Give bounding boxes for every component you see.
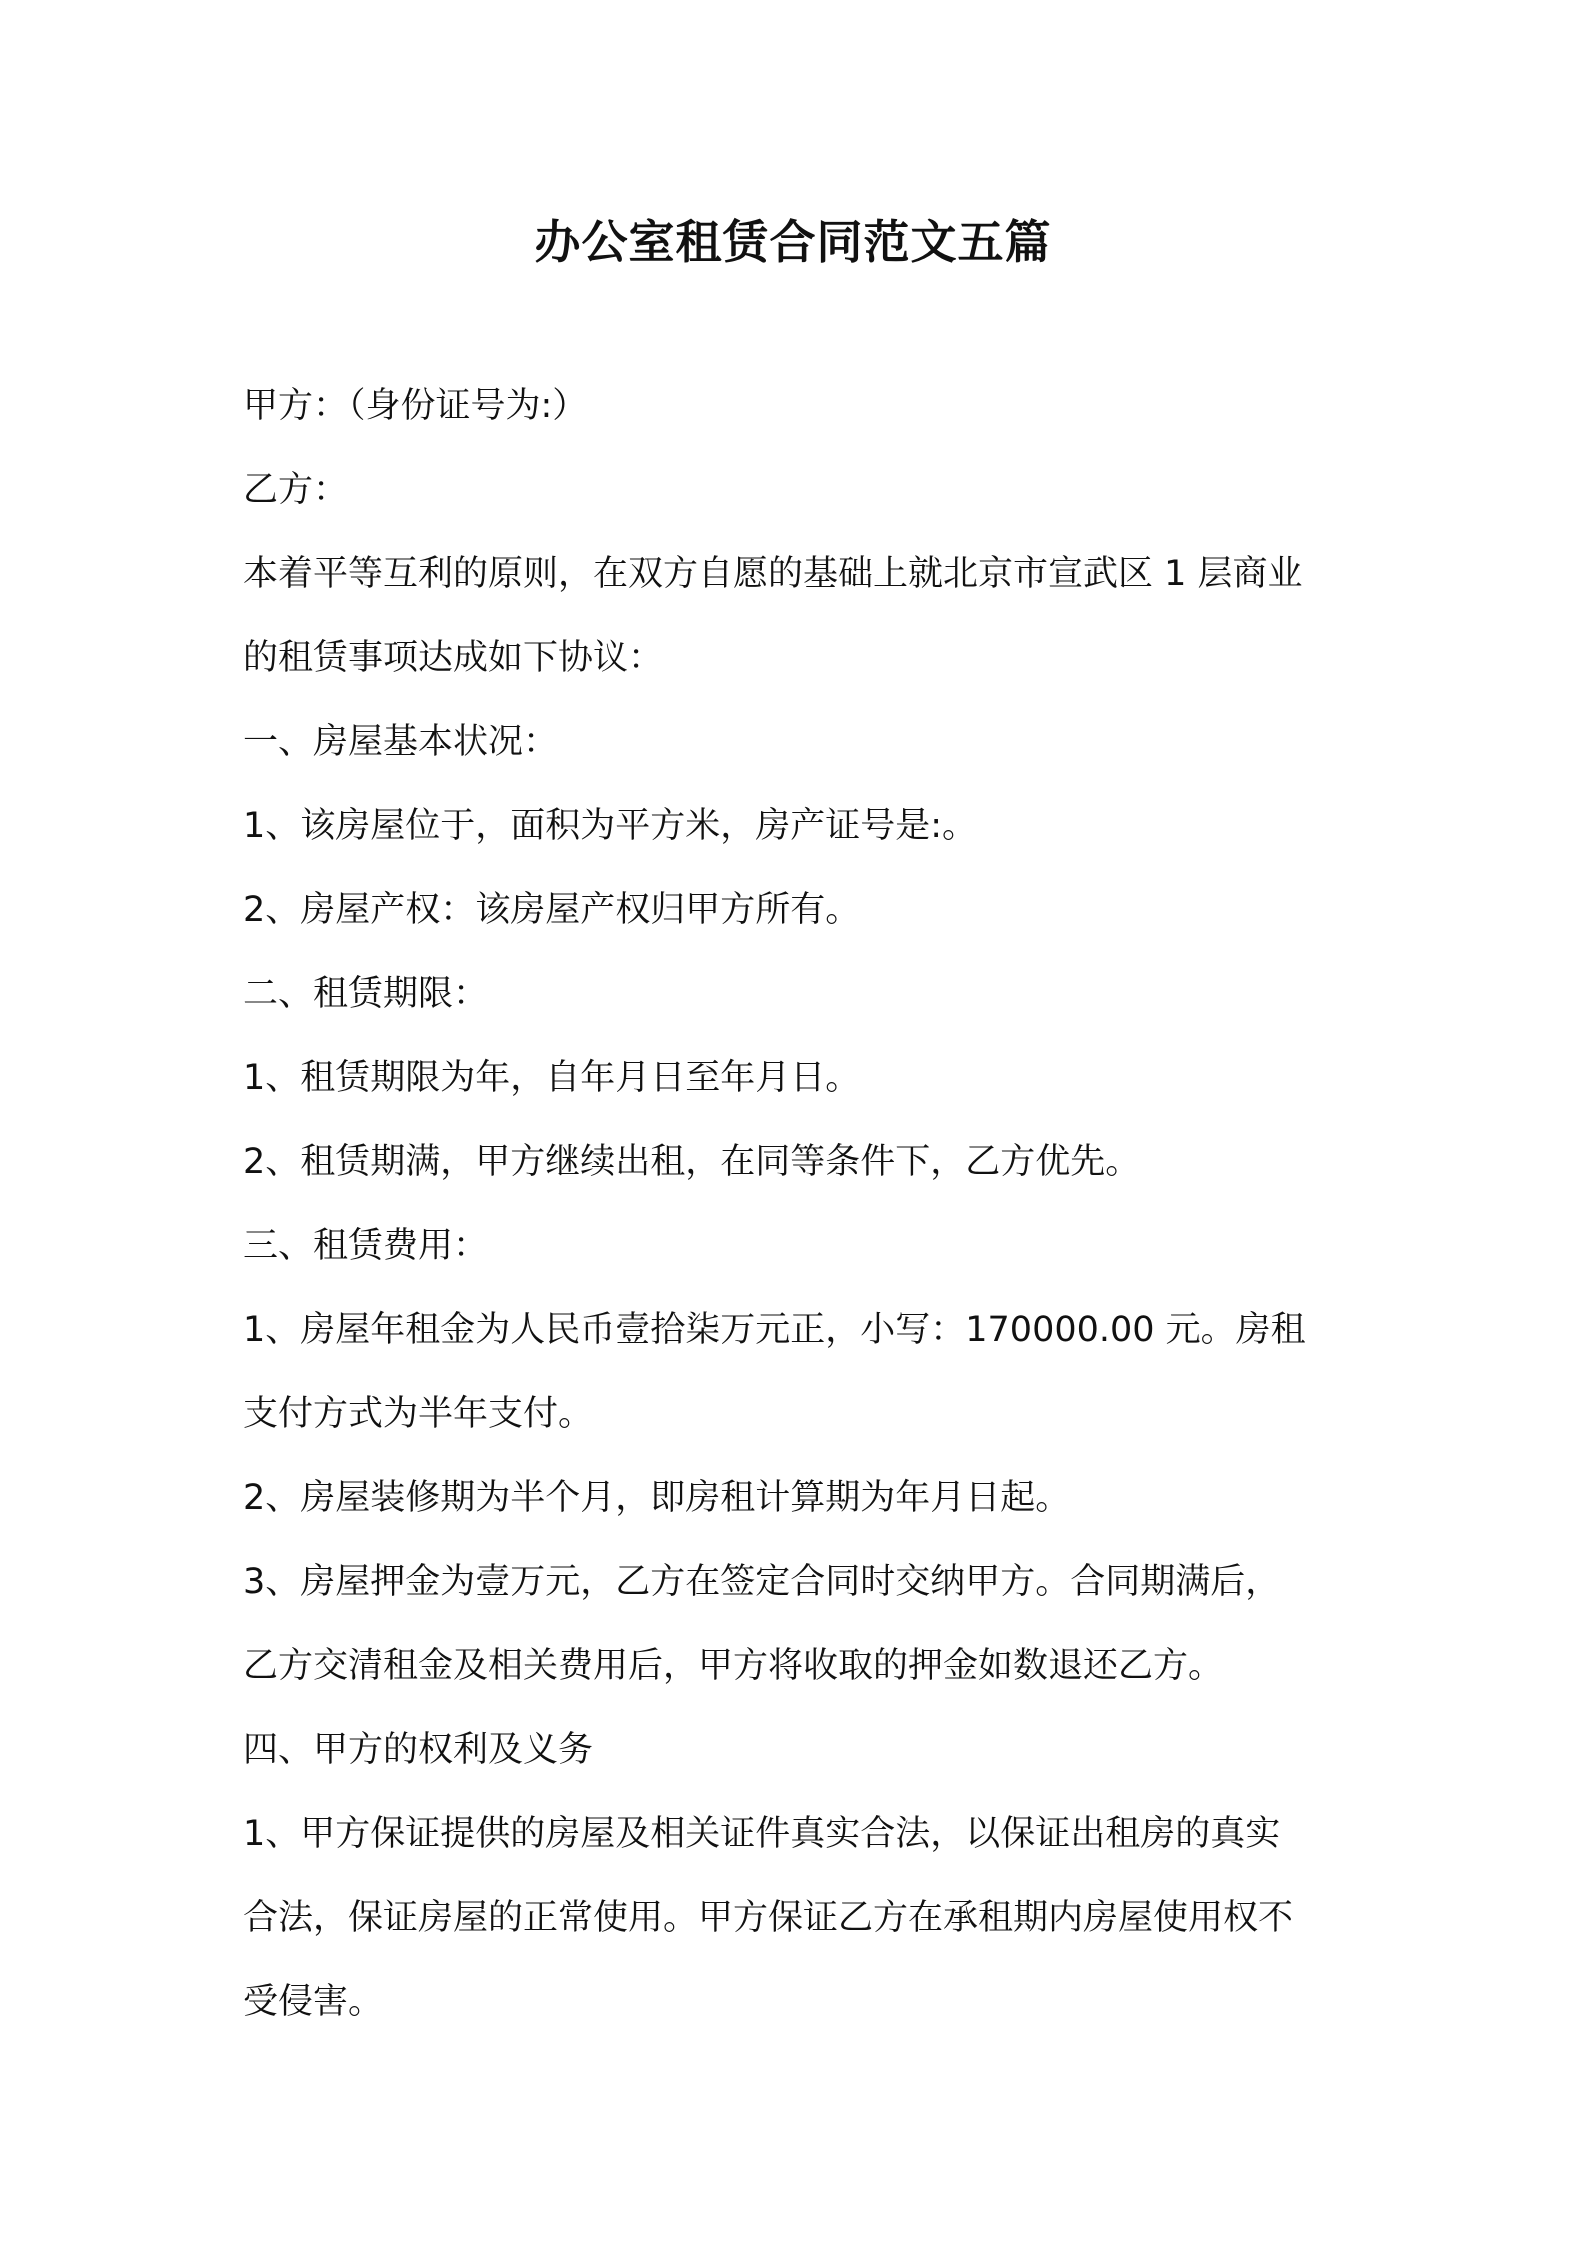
clause-line: 1、房屋年租金为人民币壹拾柒万元正，小写：170000.00 元。房租	[243, 1310, 1306, 1350]
section-heading: 三、租赁费用：	[243, 1226, 489, 1266]
party-a-line: 甲方：（身份证号为:）	[243, 386, 588, 426]
clause-line: 1、甲方保证提供的房屋及相关证件真实合法，以保证出租房的真实	[243, 1814, 1281, 1854]
party-b-line: 乙方：	[243, 470, 349, 510]
clause-line: 1、该房屋位于，面积为平方米，房产证号是:。	[243, 806, 978, 846]
clause-line: 1、租赁期限为年，自年月日至年月日。	[243, 1058, 861, 1098]
clause-line: 2、房屋装修期为半个月，即房租计算期为年月日起。	[243, 1478, 1071, 1518]
section-heading: 四、甲方的权利及义务	[243, 1730, 594, 1770]
preamble-line: 的租赁事项达成如下协议：	[243, 638, 664, 678]
clause-line: 乙方交清租金及相关费用后，甲方将收取的押金如数退还乙方。	[243, 1646, 1224, 1686]
clause-line: 合法，保证房屋的正常使用。甲方保证乙方在承租期内房屋使用权不	[243, 1898, 1294, 1938]
clause-line: 3、房屋押金为壹万元，乙方在签定合同时交纳甲方。合同期满后，	[243, 1562, 1281, 1602]
document-title: 办公室租赁合同范文五篇	[534, 215, 1052, 269]
section-heading: 一、房屋基本状况：	[243, 722, 559, 762]
clause-line: 受侵害。	[243, 1982, 384, 2022]
clause-line: 2、房屋产权：该房屋产权归甲方所有。	[243, 890, 861, 930]
clause-line: 2、租赁期满，甲方继续出租，在同等条件下，乙方优先。	[243, 1142, 1141, 1182]
document-body	[243, 364, 1363, 2044]
section-heading: 二、租赁期限：	[243, 974, 489, 1014]
clause-line: 支付方式为半年支付。	[243, 1394, 594, 1434]
preamble-line: 本着平等互利的原则，在双方自愿的基础上就北京市宣武区 1 层商业	[243, 554, 1303, 594]
